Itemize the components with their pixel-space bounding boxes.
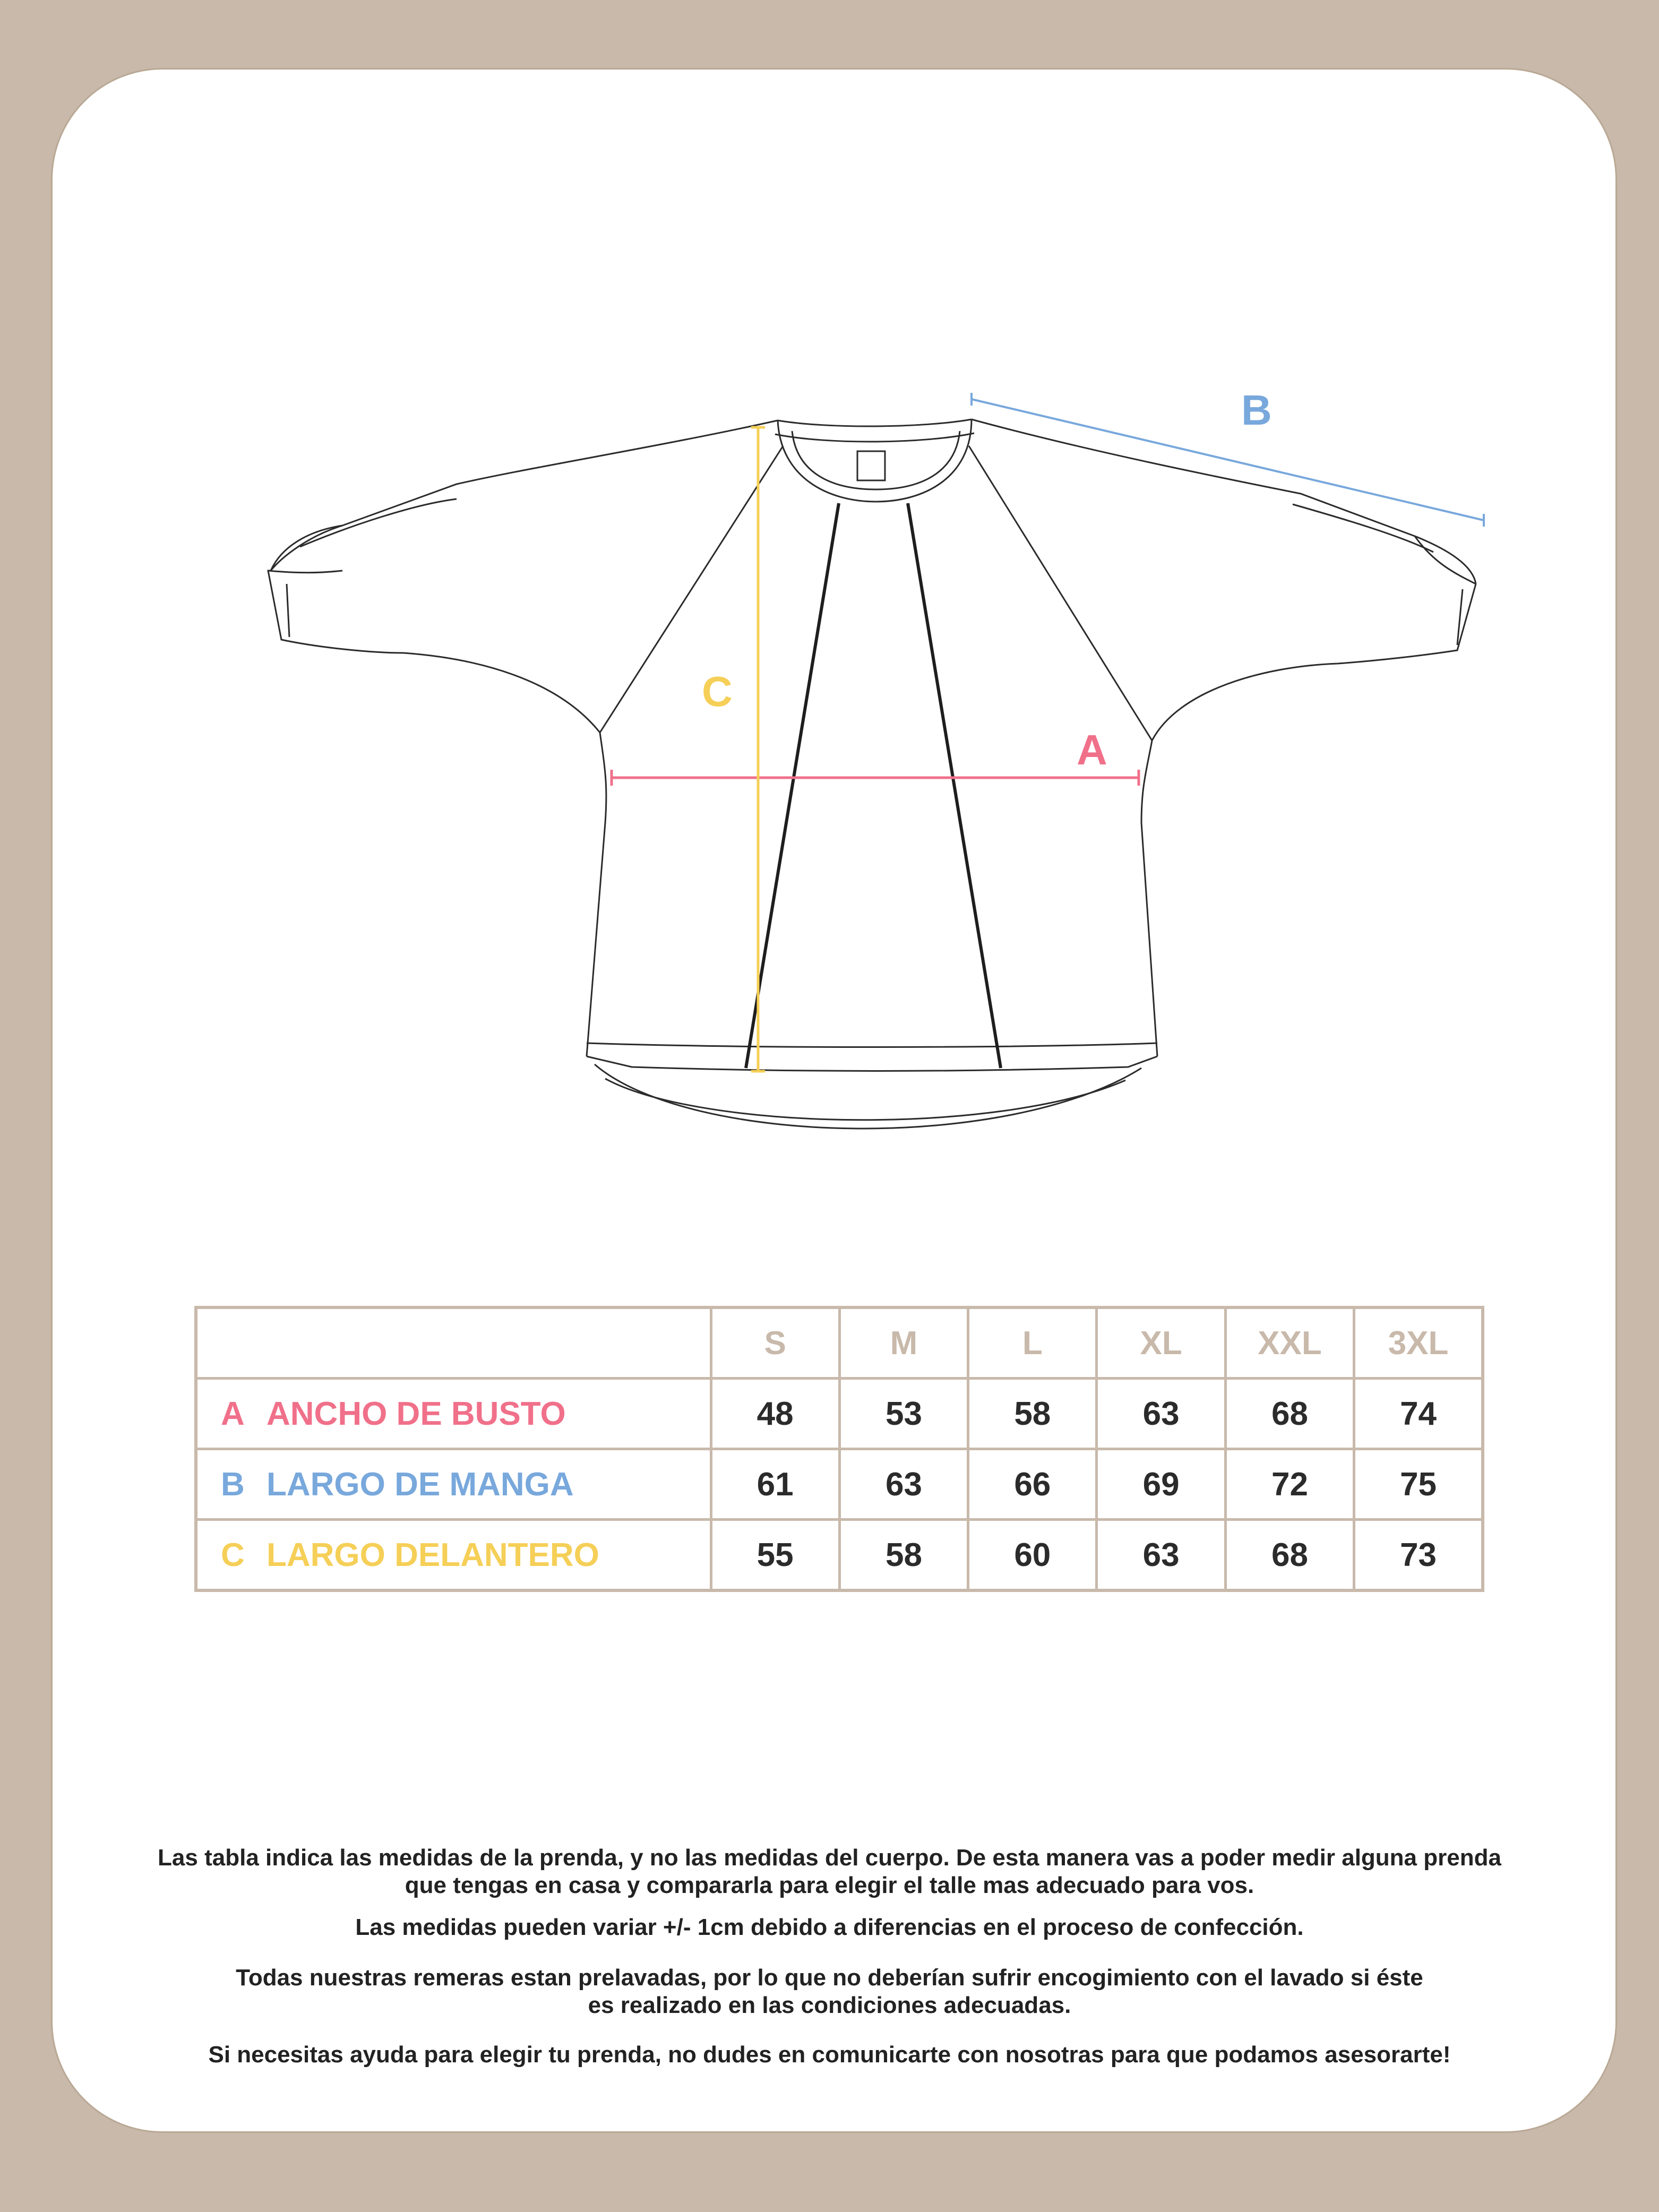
- size-header-row: [196, 1307, 1483, 1379]
- size-header: S: [711, 1307, 839, 1379]
- table-cell: 61: [711, 1449, 839, 1520]
- table-cell: 68: [1225, 1520, 1354, 1591]
- size-header: L: [968, 1307, 1097, 1379]
- table-cell: 58: [839, 1520, 968, 1591]
- label-b: B: [1241, 386, 1272, 434]
- note-line: Todas nuestras remeras estan prelavadas, por lo que no deberían sufrir encogimiento con el lavado si éste: [236, 1965, 1423, 1991]
- table-cell: 60: [968, 1520, 1097, 1591]
- row-letter: C: [221, 1536, 245, 1573]
- shirt-outline: [268, 419, 1476, 1129]
- table-row-c: [196, 1520, 1483, 1591]
- row-label: LARGO DE MANGA: [267, 1466, 574, 1503]
- table-cell: 55: [711, 1520, 839, 1591]
- note-prewashed: [80, 1964, 1579, 2019]
- table-cell: 72: [1225, 1449, 1354, 1520]
- table-cell: 48: [711, 1379, 839, 1449]
- table-cell: 68: [1225, 1379, 1354, 1449]
- size-header: XXL: [1225, 1307, 1354, 1379]
- size-table: [194, 1306, 1484, 1592]
- note-line: Las medidas pueden variar +/- 1cm debido a diferencias en el proceso de confección.: [355, 1914, 1304, 1940]
- note-line: que tengas en casa y compararla para elegir el talle mas adecuado para vos.: [405, 1872, 1254, 1898]
- label-a: A: [1077, 726, 1107, 773]
- measure-line-c: [751, 427, 765, 1071]
- row-letter: A: [221, 1395, 245, 1432]
- table-cell: 69: [1097, 1449, 1225, 1520]
- label-c: C: [702, 668, 733, 715]
- note-line: Si necesitas ayuda para elegir tu prenda, no dudes en comunicarte con nosotras para que podamos asesorarte!: [208, 2042, 1451, 2068]
- table-cell: 63: [839, 1449, 968, 1520]
- note-help: [80, 2041, 1579, 2069]
- table-cell: 66: [968, 1449, 1097, 1520]
- measure-line-b: [972, 393, 1484, 527]
- table-cell: 75: [1354, 1449, 1483, 1520]
- table-cell: 63: [1097, 1520, 1225, 1591]
- size-header: XL: [1097, 1307, 1225, 1379]
- note-line: Las tabla indica las medidas de la prenda, y no las medidas del cuerpo. De esta manera vas a poder medir alguna prenda: [158, 1845, 1501, 1871]
- note-line: es realizado en las condiciones adecuadas.: [588, 1992, 1071, 2018]
- table-row-a: [196, 1379, 1483, 1449]
- row-label: LARGO DELANTERO: [267, 1536, 599, 1573]
- table-cell: 58: [968, 1379, 1097, 1449]
- table-row-b: [196, 1449, 1483, 1520]
- table-cell: 63: [1097, 1379, 1225, 1449]
- table-cell: 74: [1354, 1379, 1483, 1449]
- row-label-cell: [196, 1520, 711, 1591]
- size-header: M: [839, 1307, 968, 1379]
- table-cell: 53: [839, 1379, 968, 1449]
- header-empty-cell: [196, 1307, 711, 1379]
- row-label: ANCHO DE BUSTO: [267, 1395, 566, 1432]
- front-panel-seams: [746, 503, 1001, 1068]
- row-letter: B: [221, 1466, 245, 1503]
- size-header: 3XL: [1354, 1307, 1483, 1379]
- measure-line-a: [612, 770, 1139, 786]
- table-cell: 73: [1354, 1520, 1483, 1591]
- note-variation: [80, 1914, 1579, 1941]
- note-measurements: [80, 1844, 1579, 1899]
- row-label-cell: [196, 1379, 711, 1449]
- row-label-cell: [196, 1449, 711, 1520]
